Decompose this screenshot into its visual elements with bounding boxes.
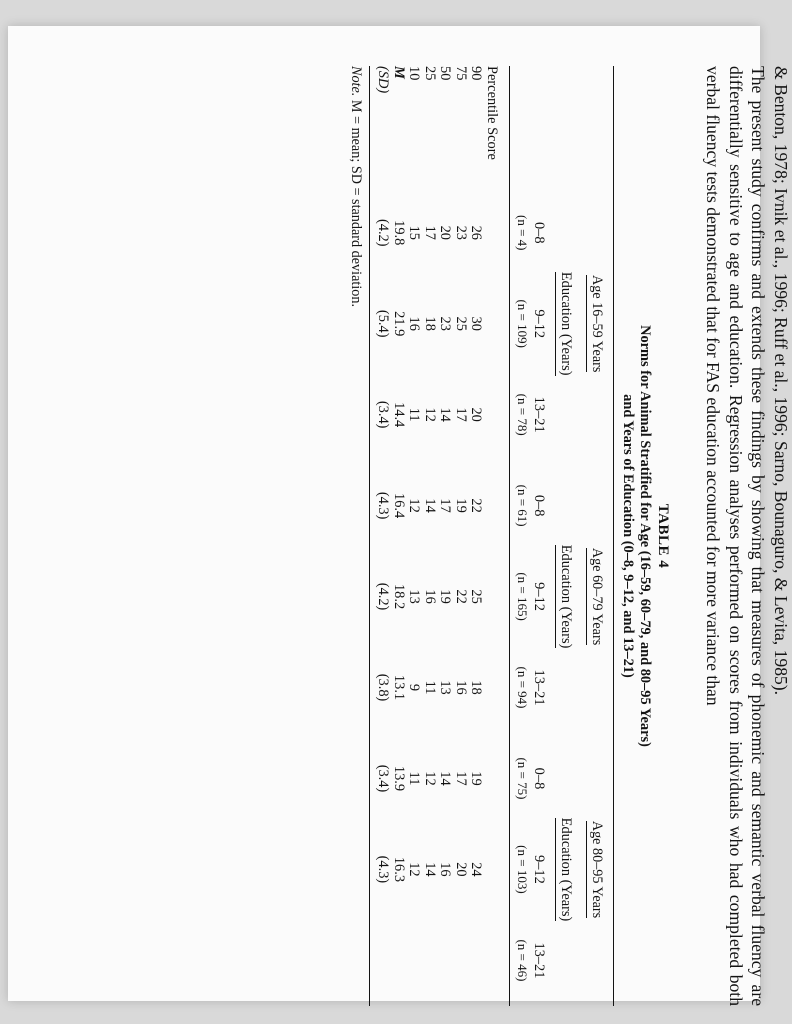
table-cell: 14.4 <box>391 402 407 428</box>
table-cell <box>468 915 484 1006</box>
range-cell: 9–12 <box>531 309 547 339</box>
table-note <box>347 66 364 1006</box>
group-header-age-80-95: Age 80–95 Years <box>586 821 605 918</box>
n-cell: (n = 103) <box>515 845 530 894</box>
range-cell: 0–8 <box>531 767 547 790</box>
table-cell <box>437 915 453 1006</box>
table-cell: 19 <box>468 771 485 786</box>
table-cell: 14 <box>437 771 454 786</box>
subgroup-header-education-3: Education (Years) <box>555 818 574 922</box>
table-cell: 16.4 <box>391 493 407 519</box>
table-cell: 25 <box>453 316 469 331</box>
body-text <box>702 66 791 1006</box>
table-4 <box>347 66 671 1006</box>
subgroup-header-education-2: Education (Years) <box>555 545 574 649</box>
range-cell: 0–8 <box>531 221 547 244</box>
row-label: 75 <box>453 66 469 81</box>
body-text-cut-line: & Benton, 1978; Ivnik et al., 1996; Ruff et al., 1996; Sarno, Bounaguro, & Levita, 1985). <box>771 66 791 696</box>
table-row <box>406 66 422 1006</box>
range-cell: 0–8 <box>531 494 547 517</box>
table-cell: 22 <box>453 589 469 604</box>
table-cell: 17 <box>422 225 438 240</box>
stub-header-row <box>484 66 510 1006</box>
table-cell: 14 <box>422 498 438 513</box>
table-cell: 18 <box>468 680 485 695</box>
table-cell: 11 <box>422 680 438 695</box>
table-cell: 14 <box>437 407 454 422</box>
stub-header: Percentile Score <box>484 66 500 160</box>
table-cell: 11 <box>406 407 423 422</box>
rotated-page-content <box>163 66 791 1006</box>
table-cell: (4.2) <box>375 582 392 611</box>
table-cell: 11 <box>406 771 423 786</box>
range-cell: 13–21 <box>531 396 547 433</box>
table-row <box>391 66 407 1006</box>
table-cell: 24 <box>468 862 485 877</box>
table-cell: 13 <box>406 589 423 604</box>
table-cell: (4.2) <box>375 218 392 247</box>
n-cell: (n = 94) <box>515 666 530 709</box>
table-header-rule <box>509 66 510 1006</box>
table-cell: (3.4) <box>375 764 392 793</box>
table-cell: 13 <box>437 680 454 695</box>
row-label: M <box>391 66 407 79</box>
table-cell: 12 <box>406 862 423 877</box>
group-header-row <box>586 66 613 1006</box>
table-cell <box>391 915 407 1006</box>
table-title-line-2: and Years of Education (0–8, 9–12, and 13–21) <box>620 394 636 678</box>
table-cell: 20 <box>453 862 469 877</box>
table-cell: 9 <box>406 683 423 692</box>
row-label: 25 <box>422 66 438 81</box>
education-range-row <box>530 66 555 1006</box>
range-cell: 9–12 <box>531 582 547 611</box>
table-cell: 23 <box>437 316 454 331</box>
table-cell: 12 <box>422 407 438 422</box>
table-cell: 23 <box>453 225 469 240</box>
table-row <box>370 66 391 1006</box>
table-cell: 19 <box>453 498 469 513</box>
table-cell: 19 <box>437 589 454 604</box>
table-cell: 13.9 <box>391 765 407 792</box>
sample-size-row <box>510 66 530 1006</box>
table-title-line-1: Norms for Animal Stratified for Age (16–59, 60–79, and 80–95 Years) <box>637 325 653 747</box>
table-number: TABLE 4 <box>655 503 671 569</box>
table-cell: 16 <box>453 680 469 695</box>
subgroup-header-education-1: Education (Years) <box>555 272 574 376</box>
table-note-label: Note. <box>348 66 364 97</box>
table-cell: 21.9 <box>391 311 407 337</box>
table-cell: 14 <box>422 862 438 877</box>
table-cell <box>453 915 469 1006</box>
table-cell: 16 <box>406 316 423 331</box>
page <box>8 26 791 1006</box>
subgroup-header-row <box>555 66 586 1006</box>
table-cell: (3.4) <box>375 400 392 429</box>
table-cell: 16 <box>422 589 438 604</box>
table-cell: (4.3) <box>375 491 392 520</box>
n-cell: (n = 4) <box>515 215 530 251</box>
n-cell: (n = 78) <box>515 393 530 436</box>
table-cell: 15 <box>406 225 423 240</box>
table-cell <box>406 915 422 1006</box>
group-header-age-16-59: Age 16–59 Years <box>586 275 605 372</box>
table-cell: 19.8 <box>391 220 407 246</box>
table-cell: (3.8) <box>375 673 392 702</box>
range-cell: 9–12 <box>531 855 547 884</box>
table-cell: (4.3) <box>375 855 392 884</box>
table-bottom-rule <box>369 66 370 1006</box>
norms-table <box>369 66 613 1006</box>
row-label: 90 <box>468 66 485 81</box>
n-cell: (n = 165) <box>515 572 530 621</box>
table-cell <box>422 915 438 1006</box>
table-cell: 17 <box>437 498 454 513</box>
table-cell: 20 <box>468 407 485 422</box>
table-cell: 17 <box>453 771 469 786</box>
table-row <box>422 66 438 1006</box>
table-cell: 20 <box>437 225 454 240</box>
table-cell: 30 <box>468 316 485 331</box>
table-row <box>437 66 453 1006</box>
table-cell: 17 <box>453 407 469 422</box>
n-cell: (n = 109) <box>515 299 530 348</box>
table-cell: 13.1 <box>391 674 407 701</box>
table-row <box>468 66 484 1006</box>
table-cell: 25 <box>468 589 485 604</box>
n-cell: (n = 61) <box>515 484 530 527</box>
table-cell: 18 <box>422 316 438 331</box>
table-cell: 12 <box>422 771 438 786</box>
table-note-text: M = mean; SD = standard deviation. <box>348 96 364 307</box>
table-top-rule <box>613 66 614 1006</box>
table-cell <box>370 915 391 1006</box>
row-label: 10 <box>406 66 423 81</box>
row-label: 50 <box>437 66 454 81</box>
n-cell: (n = 75) <box>515 757 530 800</box>
range-cell: 13–21 <box>531 669 547 706</box>
table-cell: 16 <box>437 862 454 877</box>
range-cell: 13–21 <box>531 942 547 979</box>
table-row <box>453 66 469 1006</box>
table-title <box>619 66 653 1006</box>
group-header-age-60-79: Age 60–79 Years <box>586 548 605 645</box>
body-text-paragraph: The present study confirms and extends these findings by showing that measures of phonemic and semantic verbal fluency are differentially sensitive to age and education. Regression analyses performed on scores from individuals who had completed both verbal fluency tests demonstrated that for FAS education accounted for more variance than <box>703 66 769 1006</box>
table-cell: 22 <box>468 498 485 513</box>
table-cell: 16.3 <box>391 856 407 883</box>
row-label: (SD) <box>375 66 392 94</box>
table-cell: 12 <box>406 498 423 513</box>
table-cell: 18.2 <box>391 583 407 610</box>
table-cell: 26 <box>468 225 485 240</box>
table-cell: (5.4) <box>375 309 392 338</box>
n-cell: (n = 46) <box>515 939 530 982</box>
